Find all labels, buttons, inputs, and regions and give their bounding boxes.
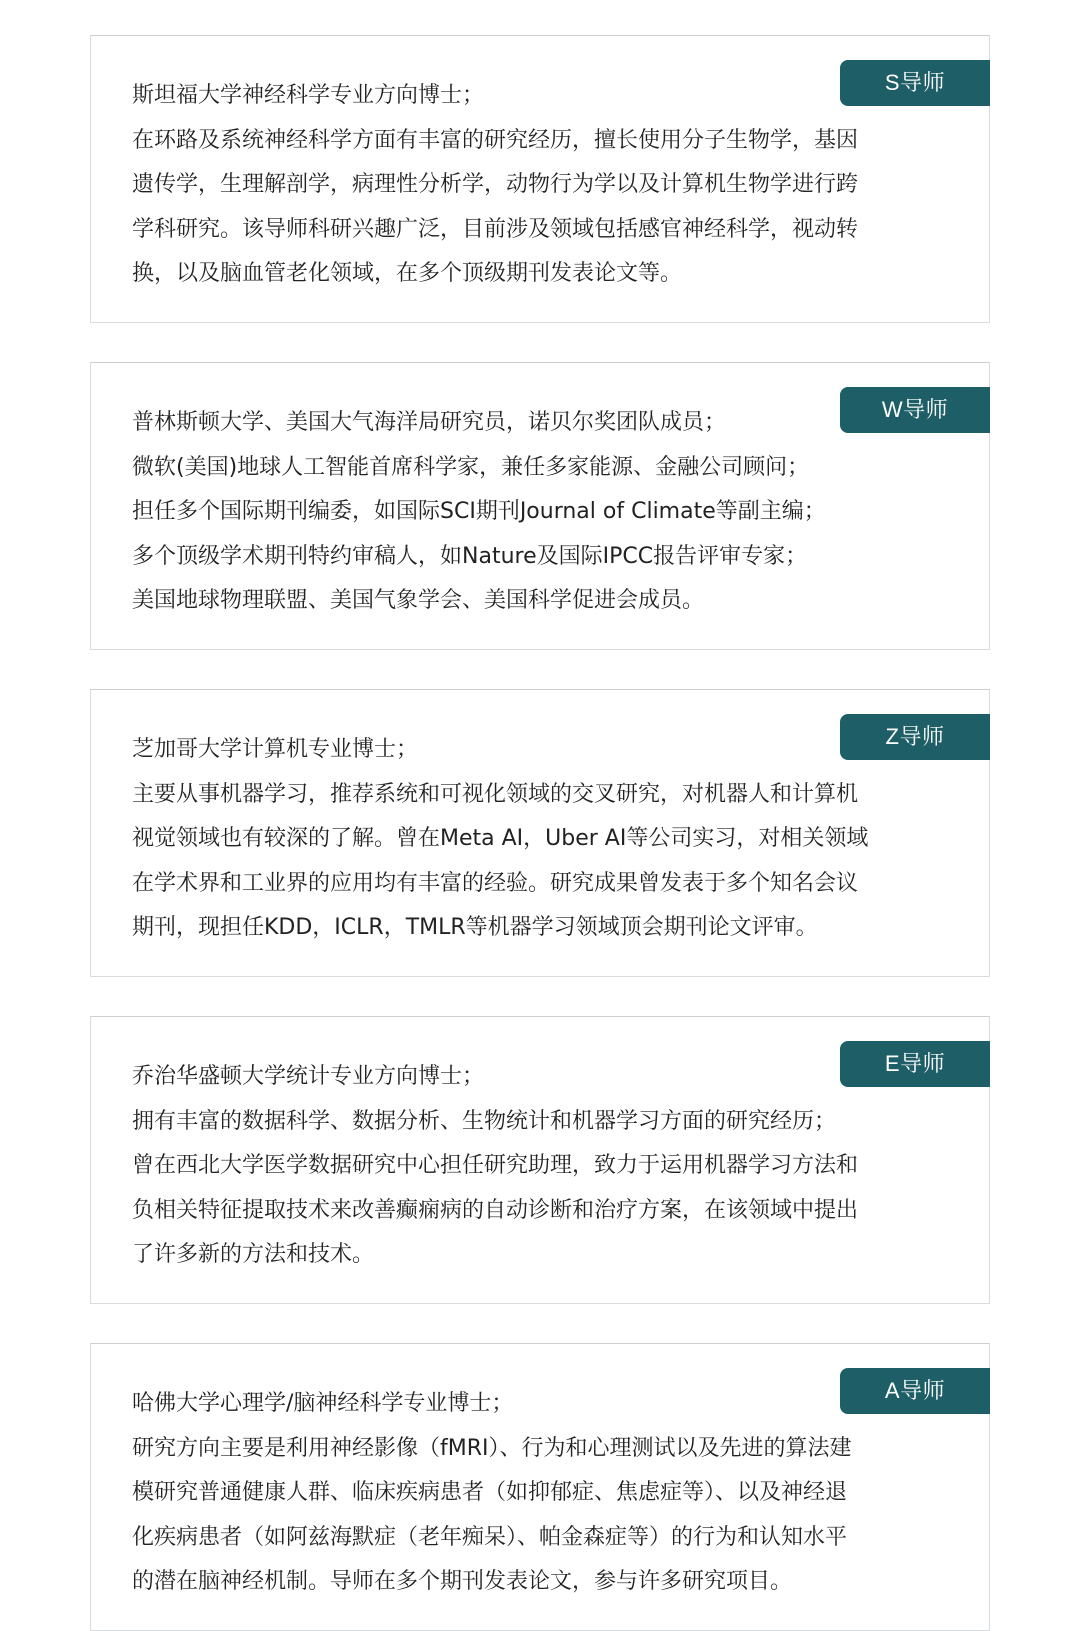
description-line: 在学术界和工业界的应用均有丰富的经验。研究成果曾发表于多个知名会议 xyxy=(132,870,859,896)
mentor-card-s xyxy=(90,35,990,323)
description-line: 负相关特征提取技术来改善癫痫病的自动诊断和治疗方案，在该领域中提出 xyxy=(132,1197,859,1223)
description-line: 的潜在脑神经机制。导师在多个期刊发表论文，参与许多研究项目。 xyxy=(132,1569,793,1594)
description-line: 斯坦福大学神经科学专业方向博士； xyxy=(132,83,485,108)
description-line: 曾在西北大学医学数据研究中心担任研究助理，致力于运用机器学习方法和 xyxy=(132,1153,859,1178)
mentor-description xyxy=(132,1055,932,1278)
mentor-card-w xyxy=(90,362,990,650)
description-line: 学科研究。该导师科研兴趣广泛，目前涉及领域包括感官神经科学，视动转 xyxy=(132,216,859,242)
mentor-card-a xyxy=(90,1343,990,1631)
mentor-badge: W导师 xyxy=(840,387,990,433)
description-line: 芝加哥大学计算机专业博士； xyxy=(132,737,419,762)
description-line: 模研究普通健康人群、临床疾病患者（如抑郁症、焦虑症等）、以及神经退 xyxy=(132,1480,848,1505)
mentor-description xyxy=(132,74,932,297)
description-line: 了许多新的方法和技术。 xyxy=(132,1242,375,1267)
mentor-description xyxy=(132,401,932,624)
description-line: 主要从事机器学习，推荐系统和可视化领域的交叉研究，对机器人和计算机 xyxy=(132,781,859,807)
description-line: 美国地球物理联盟、美国气象学会、美国科学促进会成员。 xyxy=(132,588,705,613)
mentor-card-e xyxy=(90,1016,990,1304)
mentor-badge: A导师 xyxy=(840,1368,990,1414)
description-line: 视觉领域也有较深的了解。曾在Meta AI，Uber AI等公司实习，对相关领域 xyxy=(132,826,869,851)
description-line: 微软(美国)地球人工智能首席科学家，兼任多家能源、金融公司顾问； xyxy=(132,454,810,480)
description-line: 遗传学，生理解剖学，病理性分析学，动物行为学以及计算机生物学进行跨 xyxy=(132,172,859,197)
description-line: 担任多个国际期刊编委，如国际SCI期刊Journal of Climate等副主编； xyxy=(132,499,826,524)
mentor-card-z xyxy=(90,689,990,977)
description-line: 在环路及系统神经科学方面有丰富的研究经历，擅长使用分子生物学，基因 xyxy=(132,127,859,153)
description-line: 普林斯顿大学、美国大气海洋局研究员，诺贝尔奖团队成员； xyxy=(132,410,727,435)
description-line: 化疾病患者（如阿兹海默症（老年痴呆）、帕金森症等）的行为和认知水平 xyxy=(132,1524,848,1550)
description-line: 拥有丰富的数据科学、数据分析、生物统计和机器学习方面的研究经历； xyxy=(132,1108,837,1134)
description-line: 研究方向主要是利用神经影像（fMRI）、行为和心理测试以及先进的算法建 xyxy=(132,1435,852,1461)
mentor-badge: Z导师 xyxy=(840,714,990,760)
mentor-badge: E导师 xyxy=(840,1041,990,1087)
description-line: 期刊，现担任KDD，ICLR，TMLR等机器学习领域顶会期刊论文评审。 xyxy=(132,915,818,940)
mentor-description xyxy=(132,728,932,951)
description-line: 换，以及脑血管老化领域，在多个顶级期刊发表论文等。 xyxy=(132,261,683,286)
mentor-badge: S导师 xyxy=(840,60,990,106)
mentor-description xyxy=(132,1382,932,1605)
description-line: 乔治华盛顿大学统计专业方向博士； xyxy=(132,1064,485,1089)
description-line: 多个顶级学术期刊特约审稿人，如Nature及国际IPCC报告评审专家； xyxy=(132,543,808,569)
description-line: 哈佛大学心理学/脑神经科学专业博士； xyxy=(132,1391,514,1416)
